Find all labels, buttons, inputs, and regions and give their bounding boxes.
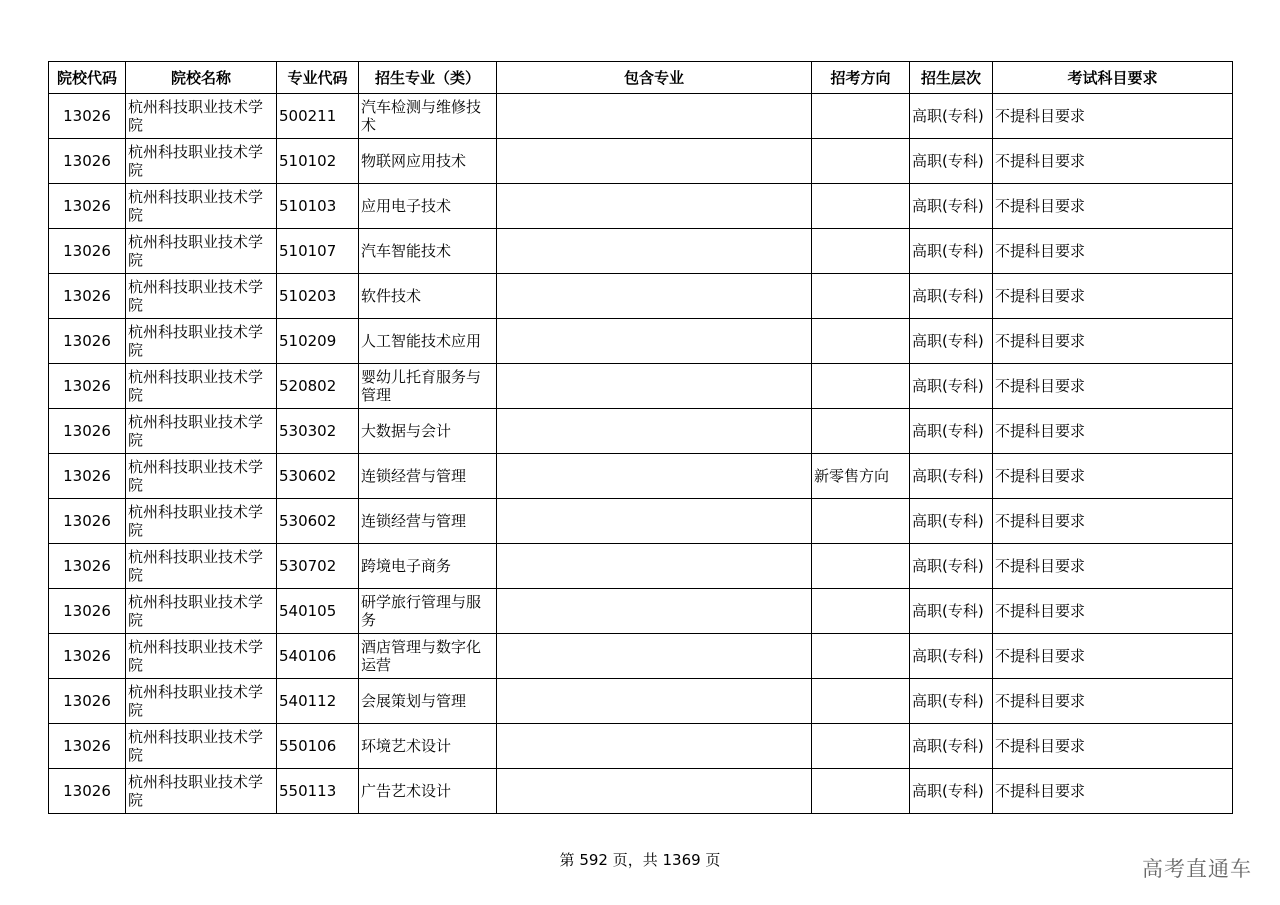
cell-level: 高职(专科) <box>910 679 993 724</box>
header-requirement: 考试科目要求 <box>993 62 1233 94</box>
cell-requirement: 不提科目要求 <box>993 364 1233 409</box>
cell-school-name: 杭州科技职业技术学院 <box>126 274 277 319</box>
cell-major: 物联网应用技术 <box>359 139 497 184</box>
cell-school-code: 13026 <box>49 364 126 409</box>
cell-major: 会展策划与管理 <box>359 679 497 724</box>
cell-requirement: 不提科目要求 <box>993 634 1233 679</box>
cell-direction <box>812 229 910 274</box>
cell-school-code: 13026 <box>49 184 126 229</box>
cell-level: 高职(专科) <box>910 274 993 319</box>
cell-major-code: 540106 <box>277 634 359 679</box>
cell-direction <box>812 679 910 724</box>
cell-level: 高职(专科) <box>910 589 993 634</box>
cell-direction <box>812 589 910 634</box>
cell-included-majors <box>497 94 812 139</box>
cell-requirement: 不提科目要求 <box>993 184 1233 229</box>
cell-major: 连锁经营与管理 <box>359 499 497 544</box>
cell-major-code: 530602 <box>277 499 359 544</box>
cell-direction <box>812 274 910 319</box>
cell-included-majors <box>497 634 812 679</box>
table-row <box>49 454 1233 499</box>
cell-school-name: 杭州科技职业技术学院 <box>126 679 277 724</box>
cell-school-code: 13026 <box>49 544 126 589</box>
cell-level: 高职(专科) <box>910 769 993 814</box>
table-row <box>49 769 1233 814</box>
cell-major-code: 550113 <box>277 769 359 814</box>
cell-level: 高职(专科) <box>910 229 993 274</box>
cell-school-code: 13026 <box>49 454 126 499</box>
cell-major-code: 510209 <box>277 319 359 364</box>
header-included-majors: 包含专业 <box>497 62 812 94</box>
header-school-code: 院校代码 <box>49 62 126 94</box>
table-row <box>49 364 1233 409</box>
cell-major-code: 510102 <box>277 139 359 184</box>
table-row <box>49 724 1233 769</box>
cell-school-name: 杭州科技职业技术学院 <box>126 724 277 769</box>
header-direction: 招考方向 <box>812 62 910 94</box>
cell-requirement: 不提科目要求 <box>993 499 1233 544</box>
cell-included-majors <box>497 544 812 589</box>
cell-major-code: 520802 <box>277 364 359 409</box>
cell-major-code: 510107 <box>277 229 359 274</box>
table-row <box>49 499 1233 544</box>
cell-direction: 新零售方向 <box>812 454 910 499</box>
cell-included-majors <box>497 724 812 769</box>
cell-level: 高职(专科) <box>910 364 993 409</box>
cell-direction <box>812 139 910 184</box>
cell-requirement: 不提科目要求 <box>993 139 1233 184</box>
cell-direction <box>812 634 910 679</box>
cell-included-majors <box>497 589 812 634</box>
admissions-table <box>48 61 1233 814</box>
cell-requirement: 不提科目要求 <box>993 589 1233 634</box>
cell-major-code: 530602 <box>277 454 359 499</box>
cell-school-code: 13026 <box>49 724 126 769</box>
cell-direction <box>812 499 910 544</box>
cell-included-majors <box>497 499 812 544</box>
cell-included-majors <box>497 229 812 274</box>
cell-school-code: 13026 <box>49 589 126 634</box>
table-row <box>49 94 1233 139</box>
cell-included-majors <box>497 679 812 724</box>
cell-level: 高职(专科) <box>910 724 993 769</box>
cell-direction <box>812 94 910 139</box>
cell-school-code: 13026 <box>49 319 126 364</box>
cell-school-code: 13026 <box>49 409 126 454</box>
cell-major-code: 510203 <box>277 274 359 319</box>
cell-school-code: 13026 <box>49 274 126 319</box>
cell-level: 高职(专科) <box>910 544 993 589</box>
cell-major: 应用电子技术 <box>359 184 497 229</box>
header-major-code: 专业代码 <box>277 62 359 94</box>
cell-major-code: 550106 <box>277 724 359 769</box>
page-number: 第 592 页，共 1369 页 <box>559 851 721 869</box>
cell-requirement: 不提科目要求 <box>993 274 1233 319</box>
cell-school-code: 13026 <box>49 634 126 679</box>
cell-school-name: 杭州科技职业技术学院 <box>126 184 277 229</box>
table-row <box>49 679 1233 724</box>
cell-level: 高职(专科) <box>910 409 993 454</box>
table-row <box>49 319 1233 364</box>
cell-requirement: 不提科目要求 <box>993 229 1233 274</box>
cell-included-majors <box>497 409 812 454</box>
cell-school-code: 13026 <box>49 769 126 814</box>
cell-major: 酒店管理与数字化运营 <box>359 634 497 679</box>
cell-school-name: 杭州科技职业技术学院 <box>126 139 277 184</box>
header-major: 招生专业（类） <box>359 62 497 94</box>
cell-school-code: 13026 <box>49 139 126 184</box>
cell-major-code: 510103 <box>277 184 359 229</box>
cell-direction <box>812 409 910 454</box>
cell-school-name: 杭州科技职业技术学院 <box>126 364 277 409</box>
cell-school-name: 杭州科技职业技术学院 <box>126 769 277 814</box>
cell-major: 婴幼儿托育服务与管理 <box>359 364 497 409</box>
table-row <box>49 634 1233 679</box>
cell-school-name: 杭州科技职业技术学院 <box>126 499 277 544</box>
cell-requirement: 不提科目要求 <box>993 679 1233 724</box>
cell-direction <box>812 364 910 409</box>
cell-requirement: 不提科目要求 <box>993 724 1233 769</box>
cell-included-majors <box>497 139 812 184</box>
cell-major: 研学旅行管理与服务 <box>359 589 497 634</box>
cell-requirement: 不提科目要求 <box>993 409 1233 454</box>
cell-major: 软件技术 <box>359 274 497 319</box>
cell-requirement: 不提科目要求 <box>993 319 1233 364</box>
header-school-name: 院校名称 <box>126 62 277 94</box>
cell-included-majors <box>497 319 812 364</box>
cell-included-majors <box>497 454 812 499</box>
watermark: 高考直通车 <box>1142 857 1252 881</box>
cell-school-name: 杭州科技职业技术学院 <box>126 589 277 634</box>
cell-major: 连锁经营与管理 <box>359 454 497 499</box>
cell-major: 广告艺术设计 <box>359 769 497 814</box>
table-row <box>49 139 1233 184</box>
cell-level: 高职(专科) <box>910 184 993 229</box>
cell-school-name: 杭州科技职业技术学院 <box>126 544 277 589</box>
cell-included-majors <box>497 769 812 814</box>
cell-major-code: 540112 <box>277 679 359 724</box>
table-row <box>49 229 1233 274</box>
table-row <box>49 184 1233 229</box>
cell-level: 高职(专科) <box>910 634 993 679</box>
cell-major: 环境艺术设计 <box>359 724 497 769</box>
cell-requirement: 不提科目要求 <box>993 454 1233 499</box>
cell-direction <box>812 319 910 364</box>
header-row <box>49 62 1233 94</box>
cell-school-code: 13026 <box>49 94 126 139</box>
cell-level: 高职(专科) <box>910 499 993 544</box>
cell-included-majors <box>497 364 812 409</box>
cell-school-code: 13026 <box>49 679 126 724</box>
cell-direction <box>812 769 910 814</box>
table-row <box>49 409 1233 454</box>
table-row <box>49 589 1233 634</box>
cell-school-code: 13026 <box>49 499 126 544</box>
cell-school-name: 杭州科技职业技术学院 <box>126 319 277 364</box>
cell-school-name: 杭州科技职业技术学院 <box>126 229 277 274</box>
cell-direction <box>812 544 910 589</box>
cell-major-code: 540105 <box>277 589 359 634</box>
cell-included-majors <box>497 274 812 319</box>
table-body <box>49 94 1233 814</box>
table-row <box>49 544 1233 589</box>
cell-school-name: 杭州科技职业技术学院 <box>126 634 277 679</box>
cell-major: 跨境电子商务 <box>359 544 497 589</box>
cell-level: 高职(专科) <box>910 139 993 184</box>
cell-level: 高职(专科) <box>910 319 993 364</box>
cell-major-code: 530702 <box>277 544 359 589</box>
cell-school-name: 杭州科技职业技术学院 <box>126 409 277 454</box>
cell-level: 高职(专科) <box>910 94 993 139</box>
cell-requirement: 不提科目要求 <box>993 94 1233 139</box>
cell-level: 高职(专科) <box>910 454 993 499</box>
cell-included-majors <box>497 184 812 229</box>
cell-major-code: 500211 <box>277 94 359 139</box>
cell-major: 人工智能技术应用 <box>359 319 497 364</box>
cell-major: 汽车智能技术 <box>359 229 497 274</box>
cell-requirement: 不提科目要求 <box>993 769 1233 814</box>
table-row <box>49 274 1233 319</box>
cell-direction <box>812 724 910 769</box>
cell-major: 大数据与会计 <box>359 409 497 454</box>
header-level: 招生层次 <box>910 62 993 94</box>
cell-requirement: 不提科目要求 <box>993 544 1233 589</box>
cell-school-code: 13026 <box>49 229 126 274</box>
cell-major-code: 530302 <box>277 409 359 454</box>
cell-school-name: 杭州科技职业技术学院 <box>126 454 277 499</box>
cell-school-name: 杭州科技职业技术学院 <box>126 94 277 139</box>
cell-direction <box>812 184 910 229</box>
cell-major: 汽车检测与维修技术 <box>359 94 497 139</box>
